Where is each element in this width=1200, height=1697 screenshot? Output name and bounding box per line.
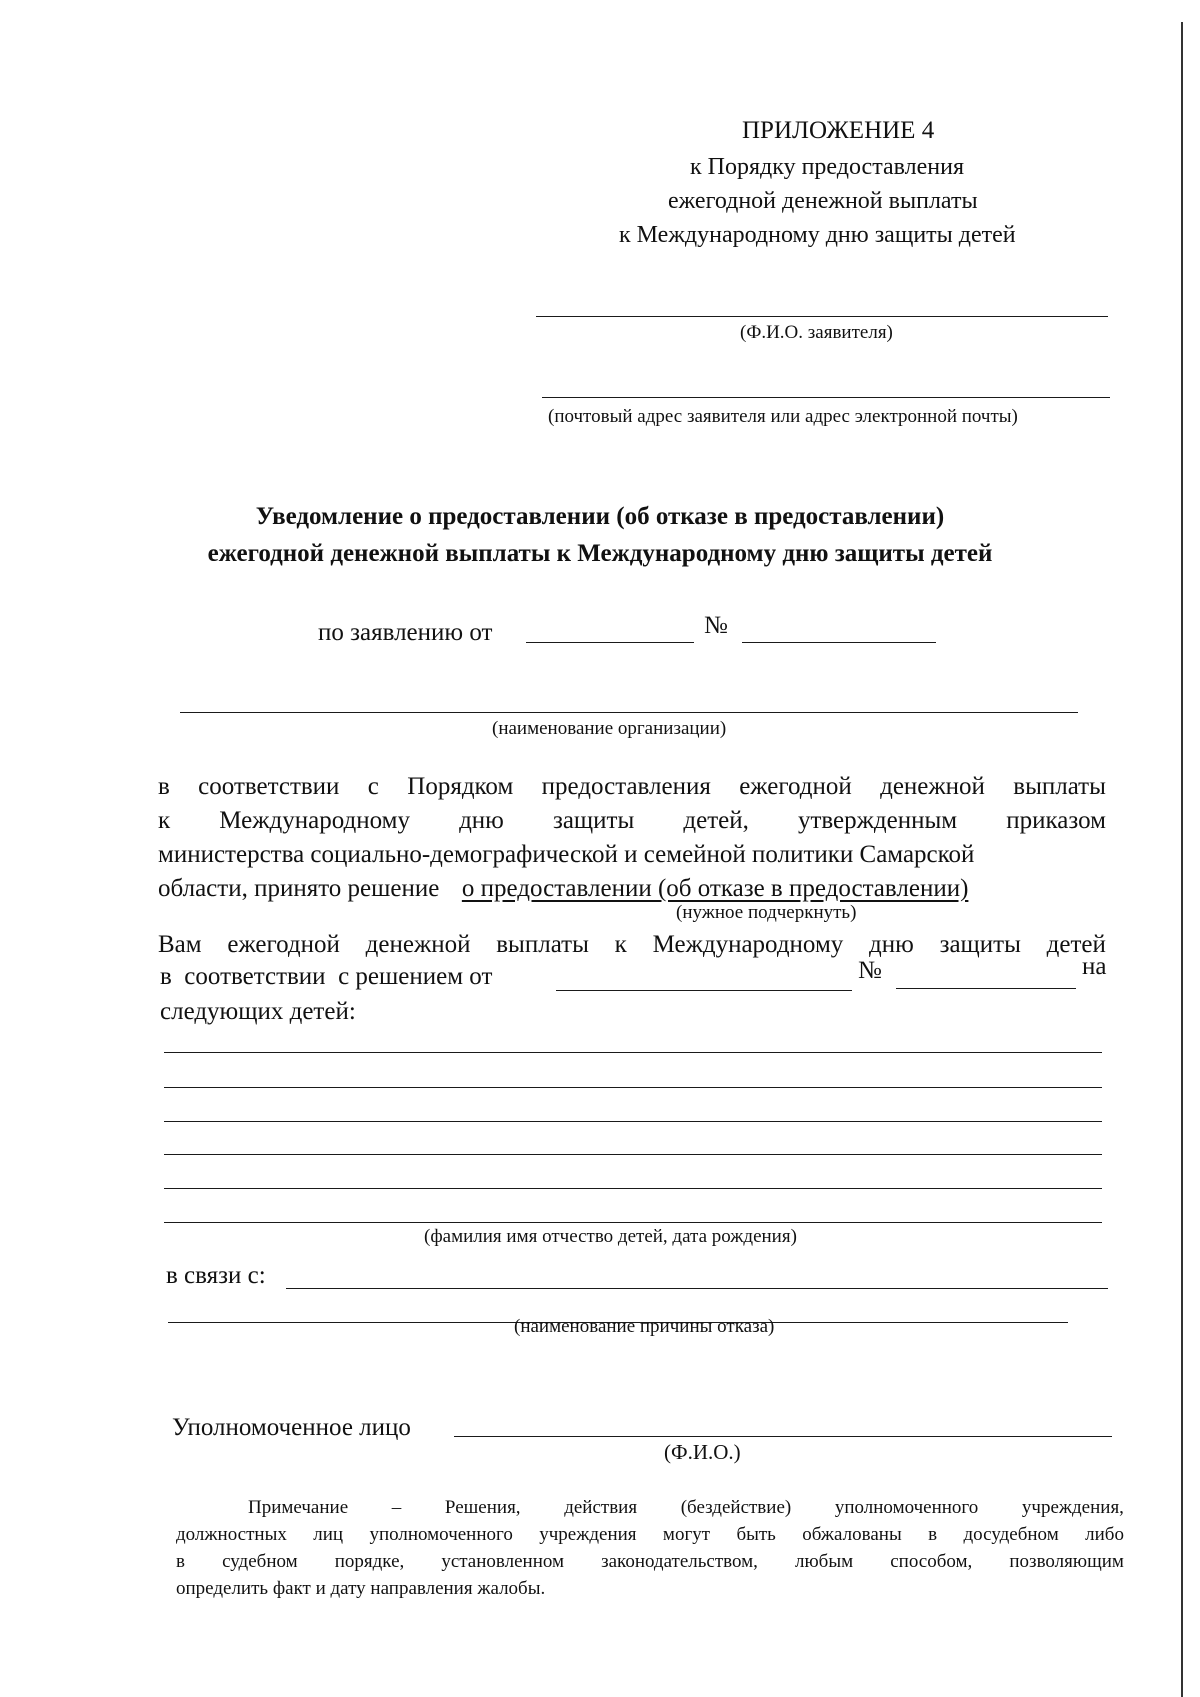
note-line-4: определить факт и дату направления жалобы. <box>176 1578 546 1599</box>
applicant-name-line[interactable] <box>536 316 1108 317</box>
application-number-sign: № <box>704 612 728 639</box>
decision-ref-prefix: в соответствии с решением от <box>160 963 493 990</box>
application-number-line[interactable] <box>742 642 936 643</box>
appendix-line-1: к Порядку предоставления <box>690 154 965 180</box>
scan-edge-line <box>1181 22 1183 1697</box>
body-line-2: к Международному дню защиты детей, утвержденным приказом <box>158 807 1106 834</box>
decision-options[interactable]: о предоставлении (об отказе в предоставлении) <box>461 875 969 902</box>
document-title-line-1: Уведомление о предоставлении (об отказе в предоставлении) <box>255 503 945 530</box>
decision-date-line[interactable] <box>556 990 852 991</box>
children-line[interactable] <box>164 1087 1102 1088</box>
organization-line[interactable] <box>180 712 1078 713</box>
document-title-line-2: ежегодной денежной выплаты к Международному дню защиты детей <box>207 540 993 567</box>
children-line[interactable] <box>164 1154 1102 1155</box>
body-paragraph <box>158 770 1106 906</box>
children-heading: следующих детей: <box>160 998 356 1025</box>
body-line-5: Вам ежегодной денежной выплаты к Международному дню защиты детей <box>158 931 1106 958</box>
reason-prefix: в связи с: <box>166 1262 266 1289</box>
decision-ref-suffix: на <box>1082 953 1107 980</box>
application-prefix: по заявлению от <box>318 619 493 646</box>
children-line[interactable] <box>164 1188 1102 1189</box>
children-caption: (фамилия имя отчество детей, дата рождения) <box>424 1226 797 1247</box>
children-line[interactable] <box>164 1222 1102 1223</box>
body-line-1: в соответствии с Порядком предоставления ежегодной денежной выплаты <box>158 773 1106 800</box>
authorized-caption: (Ф.И.О.) <box>664 1440 741 1464</box>
body-line-3: министерства социально-демографической и семейной политики Самарской <box>158 841 975 868</box>
body-paragraph-2 <box>158 928 1106 962</box>
note-line-3: в судебном порядке, установленном законодательством, любым способом, позволяющим <box>176 1551 1124 1572</box>
decision-number-sign: № <box>858 957 882 984</box>
appendix-title: ПРИЛОЖЕНИЕ 4 <box>742 117 935 144</box>
decision-caption: (нужное подчеркнуть) <box>676 902 857 923</box>
children-line[interactable] <box>164 1052 1102 1053</box>
organization-caption: (наименование организации) <box>492 718 727 739</box>
reason-caption: (наименование причины отказа) <box>514 1316 775 1337</box>
note-block <box>176 1494 1124 1602</box>
note-line-1: Примечание – Решения, действия (бездействие) уполномоченного учреждения, <box>248 1497 1124 1518</box>
reason-line[interactable] <box>286 1288 1108 1289</box>
applicant-name-caption: (Ф.И.О. заявителя) <box>740 322 893 343</box>
authorized-name-line[interactable] <box>454 1436 1112 1437</box>
application-date-line[interactable] <box>526 642 694 643</box>
body-line-4: области, принято решение о предоставлении (об отказе в предоставлении) <box>158 875 969 902</box>
decision-number-line[interactable] <box>896 988 1076 989</box>
note-line-2: должностных лиц уполномоченного учреждения могут быть обжалованы в досудебном либо <box>176 1524 1124 1545</box>
children-line[interactable] <box>164 1121 1102 1122</box>
appendix-line-3: к Международному дню защиты детей <box>619 222 1016 248</box>
applicant-address-line[interactable] <box>542 397 1110 398</box>
authorized-label: Уполномоченное лицо <box>172 1414 411 1441</box>
appendix-line-2: ежегодной денежной выплаты <box>668 188 978 214</box>
applicant-address-caption: (почтовый адрес заявителя или адрес электронной почты) <box>548 406 1018 427</box>
